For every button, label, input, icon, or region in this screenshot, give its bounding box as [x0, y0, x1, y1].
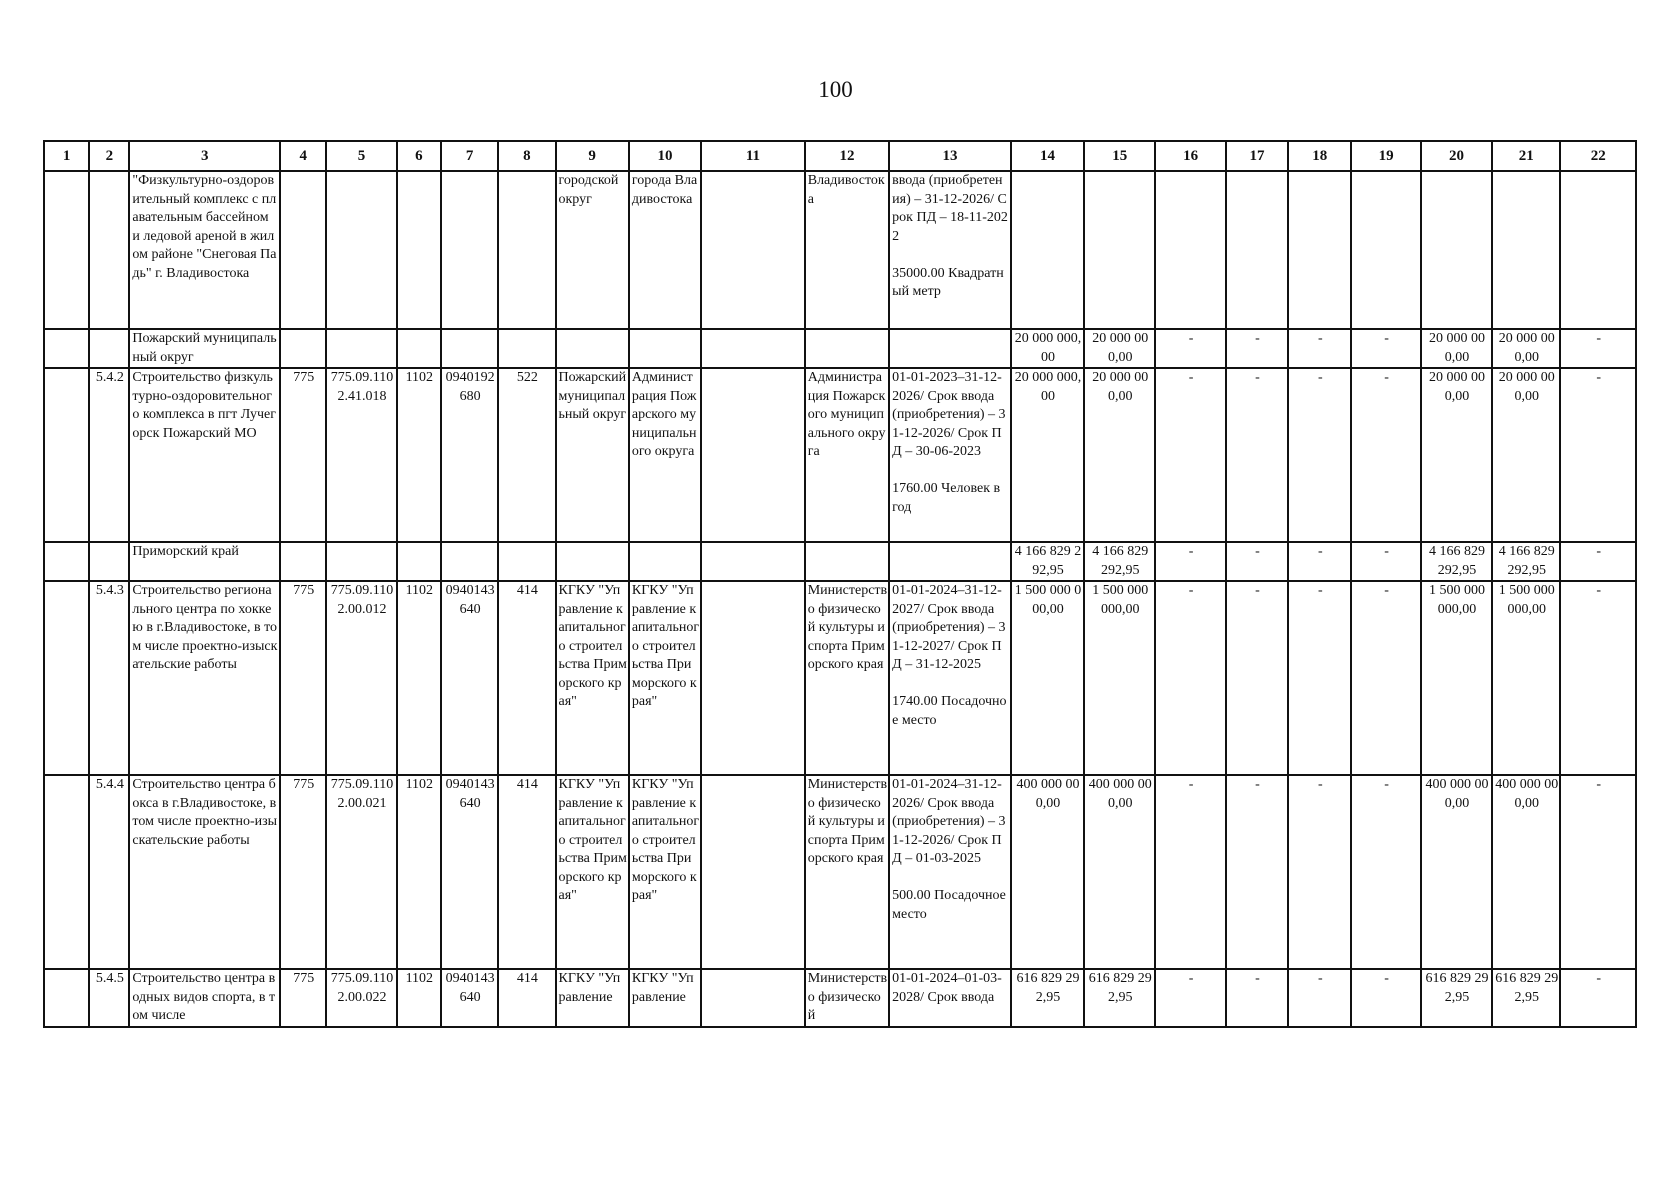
- table-cell-col-21: 4 166 829 292,95: [1492, 542, 1560, 581]
- table-cell-col-17: -: [1226, 329, 1288, 368]
- table-cell-col-10: КГКУ "Управление капитального строительства Приморского края": [629, 775, 701, 969]
- table-cell-col-19: -: [1351, 368, 1420, 542]
- table-cell-col-12: Министерство физической культуры и спорта Приморского края: [805, 581, 889, 775]
- table-cell-col-2: [89, 542, 129, 581]
- table-cell-col-7: [441, 329, 498, 368]
- column-header-12: 12: [805, 141, 889, 171]
- table-cell-col-5: [326, 542, 396, 581]
- table-cell-col-11: [701, 329, 805, 368]
- table-cell-col-4: [280, 542, 326, 581]
- table-cell-col-17: -: [1226, 581, 1288, 775]
- table-cell-col-16: -: [1155, 775, 1225, 969]
- column-header-11: 11: [701, 141, 805, 171]
- table-cell-col-20: 20 000 000,00: [1421, 368, 1492, 542]
- table-row: [44, 171, 1636, 329]
- table-cell-col-18: [1288, 171, 1351, 329]
- table-cell-col-12: Владивостока: [805, 171, 889, 329]
- table-cell-col-14: 400 000 000,00: [1011, 775, 1084, 969]
- table-cell-col-5: 775.09.1102.00.012: [326, 581, 396, 775]
- table-cell-col-13: ввода (приобретения) – 31-12-2026/ Срок ПД – 18-11-2022 35000.00 Квадратный метр: [889, 171, 1011, 329]
- table-cell-col-13: [889, 329, 1011, 368]
- table-cell-col-10: КГКУ "Управление: [629, 969, 701, 1027]
- table-cell-col-11: [701, 581, 805, 775]
- table-cell-col-7: 0940143640: [441, 581, 498, 775]
- table-cell-col-19: -: [1351, 581, 1420, 775]
- table-cell-col-16: -: [1155, 581, 1225, 775]
- table-cell-col-2: 5.4.2: [89, 368, 129, 542]
- table-body: [44, 171, 1636, 1027]
- table-cell-col-7: [441, 542, 498, 581]
- column-header-15: 15: [1084, 141, 1155, 171]
- table-cell-col-2: 5.4.5: [89, 969, 129, 1027]
- column-header-10: 10: [629, 141, 701, 171]
- table-cell-col-17: [1226, 171, 1288, 329]
- table-cell-col-18: -: [1288, 542, 1351, 581]
- table-cell-col-12: [805, 542, 889, 581]
- table-cell-col-18: -: [1288, 581, 1351, 775]
- table-cell-col-1: [44, 775, 89, 969]
- table-cell-col-15: 20 000 000,00: [1084, 329, 1155, 368]
- table-cell-col-19: -: [1351, 542, 1420, 581]
- table-cell-col-5: 775.09.1102.41.018: [326, 368, 396, 542]
- table-cell-col-1: [44, 542, 89, 581]
- table-cell-col-3: Пожарский муниципальный округ: [129, 329, 280, 368]
- table-cell-col-3: Строительство регионального центра по хоккею в г.Владивостоке, в том числе проектно-изыскательские работы: [129, 581, 280, 775]
- table-cell-col-10: города Владивостока: [629, 171, 701, 329]
- table-cell-col-11: [701, 775, 805, 969]
- table-cell-col-7: 0940192680: [441, 368, 498, 542]
- table-cell-col-2: [89, 329, 129, 368]
- table-cell-col-21: 400 000 000,00: [1492, 775, 1560, 969]
- table-cell-col-8: [498, 329, 555, 368]
- table-cell-col-10: Администрация Пожарского муниципального округа: [629, 368, 701, 542]
- table-cell-col-14: 20 000 000,00: [1011, 368, 1084, 542]
- table-cell-col-4: 775: [280, 368, 326, 542]
- column-header-3: 3: [129, 141, 280, 171]
- table-cell-col-21: 20 000 000,00: [1492, 368, 1560, 542]
- table-cell-col-19: -: [1351, 969, 1420, 1027]
- table-cell-col-10: [629, 542, 701, 581]
- table-cell-col-5: [326, 171, 396, 329]
- table-cell-col-19: -: [1351, 775, 1420, 969]
- table-cell-col-18: -: [1288, 329, 1351, 368]
- table-cell-col-14: 1 500 000 000,00: [1011, 581, 1084, 775]
- investment-table: [43, 140, 1637, 1028]
- table-cell-col-8: 414: [498, 775, 555, 969]
- column-header-6: 6: [397, 141, 441, 171]
- table-cell-col-12: [805, 329, 889, 368]
- column-header-13: 13: [889, 141, 1011, 171]
- table-cell-col-15: 616 829 292,95: [1084, 969, 1155, 1027]
- table-cell-col-15: [1084, 171, 1155, 329]
- table-cell-col-11: [701, 171, 805, 329]
- table-cell-col-1: [44, 368, 89, 542]
- table-cell-col-22: -: [1560, 329, 1636, 368]
- table-cell-col-5: 775.09.1102.00.021: [326, 775, 396, 969]
- table-cell-col-15: 4 166 829 292,95: [1084, 542, 1155, 581]
- table-cell-col-19: -: [1351, 329, 1420, 368]
- table-cell-col-19: [1351, 171, 1420, 329]
- table-cell-col-22: -: [1560, 969, 1636, 1027]
- table-cell-col-22: -: [1560, 581, 1636, 775]
- column-header-21: 21: [1492, 141, 1560, 171]
- table-cell-col-9: Пожарский муниципальный округ: [556, 368, 629, 542]
- table-cell-col-16: [1155, 171, 1225, 329]
- table-cell-col-2: 5.4.3: [89, 581, 129, 775]
- table-cell-col-8: [498, 542, 555, 581]
- table-cell-col-20: 1 500 000 000,00: [1421, 581, 1492, 775]
- table-cell-col-20: [1421, 171, 1492, 329]
- column-header-9: 9: [556, 141, 629, 171]
- table-cell-col-17: -: [1226, 542, 1288, 581]
- table-cell-col-5: [326, 329, 396, 368]
- table-cell-col-3: Строительство физкультурно-оздоровительного комплекса в пгт Лучегорск Пожарский МО: [129, 368, 280, 542]
- table-cell-col-6: 1102: [397, 368, 441, 542]
- table-cell-col-8: 414: [498, 969, 555, 1027]
- table-cell-col-20: 616 829 292,95: [1421, 969, 1492, 1027]
- table-cell-col-3: Приморский край: [129, 542, 280, 581]
- table-row: [44, 775, 1636, 969]
- table-cell-col-14: 4 166 829 292,95: [1011, 542, 1084, 581]
- table-cell-col-9: КГКУ "Управление капитального строительства Приморского края": [556, 581, 629, 775]
- table-row: [44, 581, 1636, 775]
- table-cell-col-13: 01-01-2024–31-12-2027/ Срок ввода (приобретения) – 31-12-2027/ Срок ПД – 31-12-2025 1740.00 Посадочное место: [889, 581, 1011, 775]
- table-cell-col-20: 20 000 000,00: [1421, 329, 1492, 368]
- table-cell-col-9: [556, 542, 629, 581]
- table-cell-col-20: 4 166 829 292,95: [1421, 542, 1492, 581]
- table-cell-col-9: КГКУ "Управление: [556, 969, 629, 1027]
- table-cell-col-8: 414: [498, 581, 555, 775]
- table-cell-col-16: -: [1155, 542, 1225, 581]
- column-header-5: 5: [326, 141, 396, 171]
- table-cell-col-12: Министерство физической: [805, 969, 889, 1027]
- table-cell-col-14: 616 829 292,95: [1011, 969, 1084, 1027]
- table-cell-col-7: [441, 171, 498, 329]
- table-cell-col-1: [44, 969, 89, 1027]
- table-cell-col-18: -: [1288, 969, 1351, 1027]
- table-cell-col-4: 775: [280, 581, 326, 775]
- table-cell-col-16: -: [1155, 368, 1225, 542]
- table-cell-col-21: [1492, 171, 1560, 329]
- column-header-20: 20: [1421, 141, 1492, 171]
- table-header: [44, 141, 1636, 171]
- column-header-1: 1: [44, 141, 89, 171]
- table-cell-col-6: 1102: [397, 969, 441, 1027]
- table-cell-col-17: -: [1226, 775, 1288, 969]
- column-header-8: 8: [498, 141, 555, 171]
- table-cell-col-18: -: [1288, 368, 1351, 542]
- header-row: [44, 141, 1636, 171]
- column-header-4: 4: [280, 141, 326, 171]
- table-cell-col-10: КГКУ "Управление капитального строительства Приморского края": [629, 581, 701, 775]
- table-cell-col-4: 775: [280, 969, 326, 1027]
- table-cell-col-3: Строительство центра водных видов спорта, в том числе: [129, 969, 280, 1027]
- table-cell-col-3: "Физкультурно-оздоровительный комплекс с плавательным бассейном и ледовой ареной в жилом районе "Снеговая Падь" г. Владивостока: [129, 171, 280, 329]
- table-cell-col-11: [701, 368, 805, 542]
- table-cell-col-3: Строительство центра бокса в г.Владивостоке, в том числе проектно-изыскательские работы: [129, 775, 280, 969]
- table-row: [44, 368, 1636, 542]
- column-header-16: 16: [1155, 141, 1225, 171]
- table-cell-col-13: 01-01-2024–31-12-2026/ Срок ввода (приобретения) – 31-12-2026/ Срок ПД – 01-03-2025 500.00 Посадочное место: [889, 775, 1011, 969]
- table-cell-col-21: 20 000 000,00: [1492, 329, 1560, 368]
- column-header-14: 14: [1011, 141, 1084, 171]
- table-cell-col-22: -: [1560, 368, 1636, 542]
- table-row: [44, 329, 1636, 368]
- table-cell-col-11: [701, 969, 805, 1027]
- table-cell-col-12: Администрация Пожарского муниципального округа: [805, 368, 889, 542]
- table-cell-col-4: [280, 329, 326, 368]
- table-cell-col-16: -: [1155, 969, 1225, 1027]
- table-cell-col-4: [280, 171, 326, 329]
- table-cell-col-13: 01-01-2024–01-03-2028/ Срок ввода: [889, 969, 1011, 1027]
- table-cell-col-7: 0940143640: [441, 775, 498, 969]
- table-cell-col-12: Министерство физической культуры и спорта Приморского края: [805, 775, 889, 969]
- table-cell-col-22: -: [1560, 542, 1636, 581]
- table-cell-col-10: [629, 329, 701, 368]
- column-header-2: 2: [89, 141, 129, 171]
- table-cell-col-13: [889, 542, 1011, 581]
- table-cell-col-14: 20 000 000,00: [1011, 329, 1084, 368]
- table-cell-col-16: -: [1155, 329, 1225, 368]
- table-cell-col-6: 1102: [397, 581, 441, 775]
- table-cell-col-22: [1560, 171, 1636, 329]
- table-cell-col-21: 1 500 000 000,00: [1492, 581, 1560, 775]
- table-cell-col-14: [1011, 171, 1084, 329]
- table-cell-col-1: [44, 581, 89, 775]
- table-cell-col-7: 0940143640: [441, 969, 498, 1027]
- table-cell-col-21: 616 829 292,95: [1492, 969, 1560, 1027]
- table-cell-col-11: [701, 542, 805, 581]
- table-cell-col-2: 5.4.4: [89, 775, 129, 969]
- column-header-18: 18: [1288, 141, 1351, 171]
- table-cell-col-15: 1 500 000 000,00: [1084, 581, 1155, 775]
- table-cell-col-1: [44, 171, 89, 329]
- column-header-22: 22: [1560, 141, 1636, 171]
- table-cell-col-5: 775.09.1102.00.022: [326, 969, 396, 1027]
- table-cell-col-9: [556, 329, 629, 368]
- table-cell-col-2: [89, 171, 129, 329]
- column-header-7: 7: [441, 141, 498, 171]
- table-cell-col-13: 01-01-2023–31-12-2026/ Срок ввода (приобретения) – 31-12-2026/ Срок ПД – 30-06-2023 1760.00 Человек в год: [889, 368, 1011, 542]
- column-header-17: 17: [1226, 141, 1288, 171]
- table-row: [44, 969, 1636, 1027]
- page-number: 100: [818, 77, 853, 102]
- table-cell-col-9: КГКУ "Управление капитального строительства Приморского края": [556, 775, 629, 969]
- column-header-19: 19: [1351, 141, 1420, 171]
- table-cell-col-15: 20 000 000,00: [1084, 368, 1155, 542]
- table-cell-col-6: 1102: [397, 775, 441, 969]
- table-cell-col-1: [44, 329, 89, 368]
- table-cell-col-6: [397, 542, 441, 581]
- table-cell-col-6: [397, 171, 441, 329]
- table-cell-col-8: [498, 171, 555, 329]
- table-cell-col-20: 400 000 000,00: [1421, 775, 1492, 969]
- table-cell-col-6: [397, 329, 441, 368]
- table-row: [44, 542, 1636, 581]
- table-cell-col-17: -: [1226, 969, 1288, 1027]
- table-cell-col-8: 522: [498, 368, 555, 542]
- table-cell-col-18: -: [1288, 775, 1351, 969]
- table-cell-col-15: 400 000 000,00: [1084, 775, 1155, 969]
- table-cell-col-9: городской округ: [556, 171, 629, 329]
- table-cell-col-22: -: [1560, 775, 1636, 969]
- table-cell-col-17: -: [1226, 368, 1288, 542]
- table-cell-col-4: 775: [280, 775, 326, 969]
